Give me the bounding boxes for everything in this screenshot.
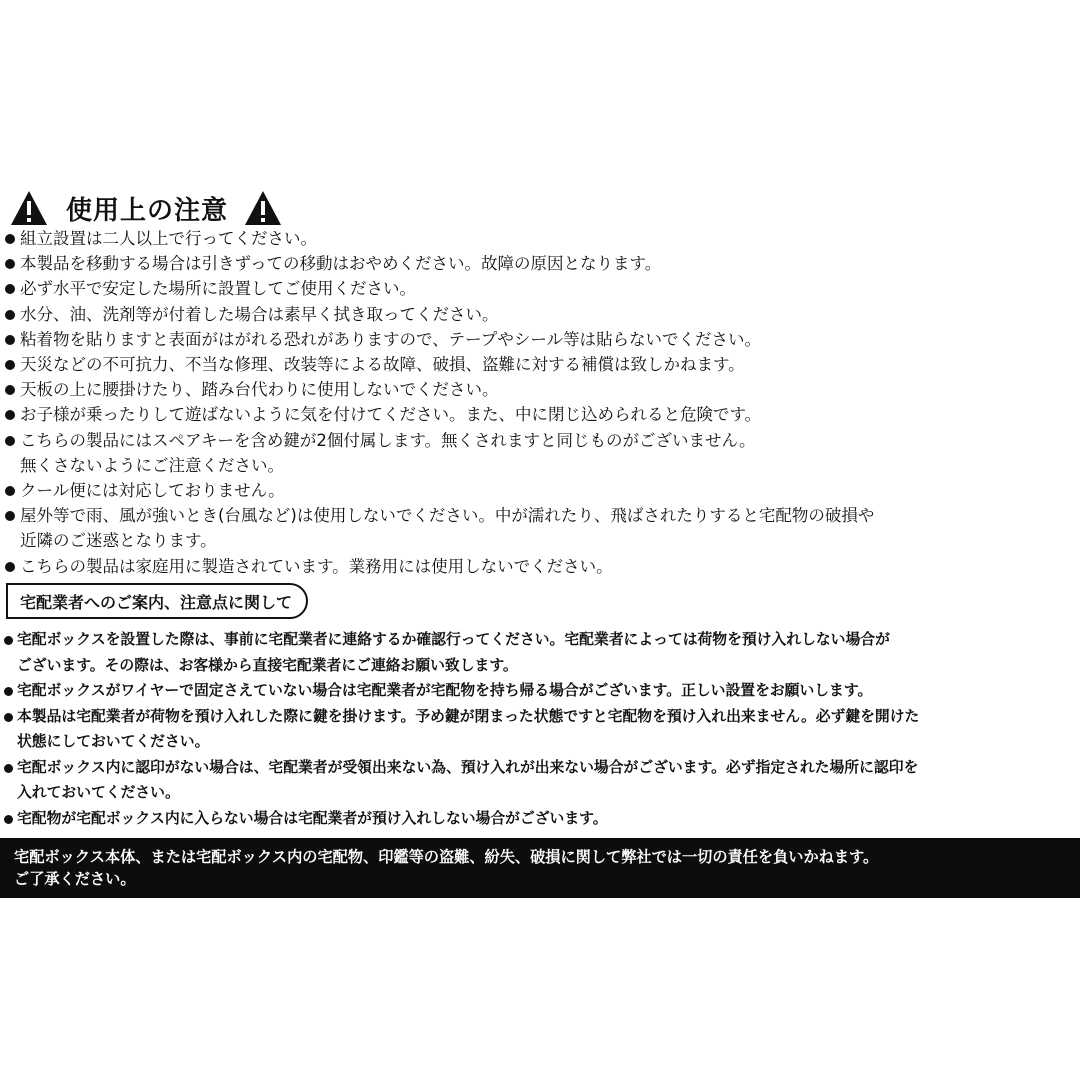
caution-item-text: 天板の上に腰掛けたり、踏み台代わりに使用しないでください。 <box>20 380 499 400</box>
delivery-note-item <box>0 704 1080 755</box>
caution-item-text: お子様が乗ったりして遊ばないように気を付けてください。また、中に閉じ込められると危険です。 <box>20 405 762 425</box>
delivery-note-item <box>0 678 1080 704</box>
delivery-notes-list <box>0 627 1080 831</box>
delivery-notes-header-text: 宅配業者へのご案内、注意点に関して <box>20 592 293 612</box>
caution-item-text: 本製品を移動する場合は引きずっての移動はおやめください。故障の原因となります。 <box>20 254 662 274</box>
caution-item <box>0 554 1080 579</box>
delivery-note-item <box>0 755 1080 806</box>
caution-item-text: 粘着物を貼りますと表面がはがれる恐れがありますので、テープやシール等は貼らないでください。 <box>20 329 762 349</box>
caution-item-text-continued: 近隣のご迷惑となります。 <box>20 531 217 551</box>
caution-item-text-continued: 無くさないようにご注意ください。 <box>20 455 284 475</box>
disclaimer-text-continued: ご了承ください。 <box>14 870 136 888</box>
caution-item <box>0 428 1080 478</box>
caution-item-text: 組立設置は二人以上で行ってください。 <box>20 229 317 248</box>
delivery-note-text-continued: 入れておいてください。 <box>17 784 180 801</box>
caution-item-text: 水分、油、洗剤等が付着した場合は素早く拭き取ってください。 <box>20 304 499 324</box>
caution-item-text: クール便には対応しておりません。 <box>20 481 285 501</box>
usage-caution-list <box>0 226 1080 579</box>
delivery-note-text: 宅配ボックスを設置した際は、事前に宅配業者に連絡するか確認行ってください。宅配業者によっては荷物を預け入れしない場合が <box>17 631 890 648</box>
disclaimer-text: 宅配ボックス本体、または宅配ボックス内の宅配物、印鑑等の盗難、紛失、破損に関して弊社では一切の責任を負いかねます。 <box>14 848 879 866</box>
warning-triangle-icon <box>10 190 48 226</box>
caution-item <box>0 226 1080 251</box>
caution-item <box>0 478 1080 503</box>
disclaimer-banner <box>0 838 1080 898</box>
delivery-note-item <box>0 806 1080 832</box>
caution-item-text: 屋外等で雨、風が強いとき(台風など)は使用しないでください。中が濡れたり、飛ばされたりすると宅配物の破損や <box>20 506 875 526</box>
caution-item <box>0 327 1080 352</box>
delivery-note-text-continued: ございます。その際は、お客様から直接宅配業者にご連絡お願い致します。 <box>17 656 518 674</box>
caution-item <box>0 377 1080 402</box>
caution-item-text: こちらの製品にはスペアキーを含め鍵が2個付属します。無くされますと同じものがございません。 <box>20 430 756 450</box>
caution-item <box>0 251 1080 276</box>
caution-item <box>0 352 1080 377</box>
caution-item <box>0 302 1080 327</box>
usage-caution-title: 使用上の注意 <box>66 195 229 226</box>
caution-item <box>0 503 1080 553</box>
delivery-note-item <box>0 627 1080 678</box>
delivery-note-text: 宅配ボックス内に認印がない場合は、宅配業者が受領出来ない為、預け入れが出来ない場合がございます。必ず指定された場所に認印を <box>17 758 919 776</box>
caution-item-text: 必ず水平で安定した場所に設置してご使用ください。 <box>20 279 416 299</box>
caution-item <box>0 402 1080 427</box>
caution-item-text: 天災などの不可抗力、不当な修理、改装等による故障、破損、盗難に対する補償は致しかねます。 <box>20 355 745 375</box>
usage-caution-title-row <box>10 188 282 228</box>
delivery-note-text: 宅配ボックスがワイヤーで固定さえていない場合は宅配業者が宅配物を持ち帰る場合がございます。正しい設置をお願いします。 <box>17 682 873 699</box>
caution-item <box>0 276 1080 301</box>
delivery-note-text: 本製品は宅配業者が荷物を預け入れした際に鍵を掛けます。予め鍵が閉まった状態ですと宅配物を預け入れ出来ません。必ず鍵を開けた <box>17 707 920 725</box>
delivery-note-text-continued: 状態にしておいてください。 <box>17 733 210 750</box>
warning-triangle-icon <box>244 190 282 226</box>
caution-item-text: こちらの製品は家庭用に製造されています。業務用には使用しないでください。 <box>20 556 613 576</box>
delivery-notes-header <box>6 583 308 619</box>
delivery-note-text: 宅配物が宅配ボックス内に入らない場合は宅配業者が預け入れしない場合がございます。 <box>17 809 608 827</box>
